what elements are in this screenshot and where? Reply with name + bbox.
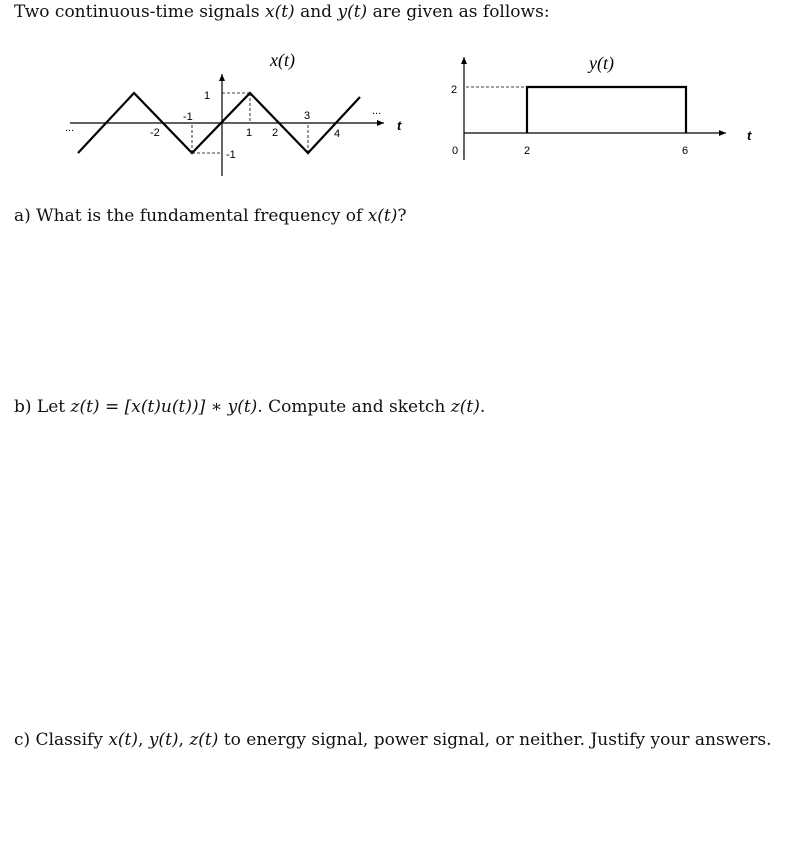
y-level-2-label: 2 [451,84,458,96]
x-ellipsis-left: ... [65,122,75,134]
x-plot-title: x(t) [270,50,295,70]
x-ellipsis-right: ... [372,105,382,117]
y-signal-plot [430,0,796,190]
x-tick-2: 2 [272,127,279,139]
question-b-prefix: b) Let [14,397,71,417]
intro-y-symbol: y(t) [337,2,368,22]
question-b-mid: . Compute and sketch [257,397,451,417]
question-c-separator-2: , [178,730,190,750]
question-b-symbol: z(t) [450,397,480,417]
x-level-neg1-label: -1 [226,149,236,161]
x-tick-minus-1: -1 [183,111,193,123]
intro-x-symbol: x(t) [265,2,295,22]
intro-prefix: Two continuous-time signals [14,2,265,22]
x-tick-minus-2: -2 [150,127,160,139]
x-tick-4: 4 [334,128,341,140]
question-b [14,397,485,417]
question-c-symbol-y: y(t) [148,730,179,750]
question-c-suffix: to energy signal, power signal, or neither. Justify your answers. [218,730,772,750]
y-tick-2: 2 [524,145,531,157]
intro-and: and [294,2,338,22]
x-tick-3: 3 [304,110,311,122]
question-a [14,206,407,226]
x-level-1-label: 1 [204,90,211,102]
x-axis-variable: t [397,118,402,133]
x-signal-plot [0,0,420,190]
question-c-symbol-x: x(t) [108,730,139,750]
question-c-prefix: c) Classify [14,730,109,750]
question-b-expression: z(t) = [x(t)u(t))] ∗ y(t) [70,397,258,417]
y-rect-pulse [527,87,686,133]
question-c-symbol-z: z(t) [189,730,219,750]
question-c [14,730,772,750]
intro-suffix: are given as follows: [367,2,550,22]
question-b-suffix: . [479,397,486,417]
y-plot-title: y(t) [589,53,614,73]
question-c-separator-1: , [138,730,149,750]
y-origin-label: 0 [452,145,459,157]
question-a-suffix: ? [397,206,407,226]
question-a-symbol: x(t) [367,206,398,226]
x-tick-1: 1 [246,127,253,139]
y-axis-variable: t [747,128,752,143]
y-tick-6: 6 [682,145,689,157]
question-a-prefix: a) What is the fundamental frequency of [14,206,368,226]
